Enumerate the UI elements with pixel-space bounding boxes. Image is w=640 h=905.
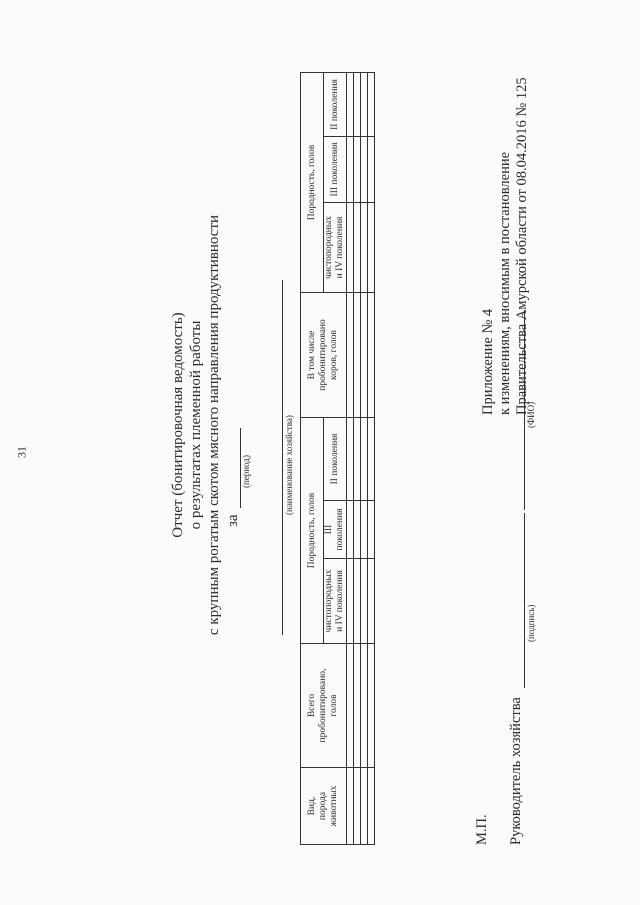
stamp-label: М.П.: [474, 814, 490, 845]
report-table: [300, 72, 375, 845]
header-pure-2: чистопородных и IV поколения: [324, 202, 347, 292]
appendix-line-1: Приложение № 4: [480, 308, 496, 415]
farm-name-caption: (наименование хозяйства): [284, 415, 294, 515]
header-breed-group-1: Породность, голов: [301, 417, 324, 643]
table-row: [368, 72, 375, 844]
header-gen-iii-1: III поколения: [324, 501, 347, 559]
table-row: [361, 72, 368, 844]
header-species: Вид, порода животных: [301, 768, 347, 845]
period-prefix: за: [225, 514, 241, 527]
header-total: Всего пробонитировано, голов: [301, 644, 347, 768]
report-title-line-1: Отчет (бонитировочная ведомость): [170, 312, 186, 538]
page-number: 31: [14, 446, 29, 458]
header-gen-ii-1: II поколения: [324, 417, 347, 500]
period-caption: (период): [241, 455, 251, 488]
head-label: Руководитель хозяйства: [508, 697, 524, 845]
signature-caption: (подпись): [526, 604, 536, 642]
header-pure-1: чистопородных и IV поколения: [324, 559, 347, 644]
header-breed-group-2: Породность, голов: [301, 72, 324, 292]
appendix-line-3: Правительства Амурской области от 08.04.2016 № 125: [514, 77, 530, 415]
report-title-line-3: с крупным рогатым скотом мясного направления продуктивности: [206, 214, 222, 636]
appendix-line-2: к изменениям, вносимым в постановление: [497, 151, 513, 415]
farm-name-line: [282, 280, 283, 635]
full-name-caption: (ФИО): [526, 401, 536, 428]
header-gen-ii-2: II поколения: [324, 72, 347, 136]
report-title-line-2: о результатах племенной работы: [188, 320, 204, 530]
table-row: [347, 72, 354, 844]
table-row: [354, 72, 361, 844]
header-cows: В том числе пробонитировано коров, голов: [301, 292, 347, 417]
header-gen-iii-2: III поколения: [324, 136, 347, 202]
full-name-line: [524, 310, 525, 510]
signature-line: [524, 513, 525, 688]
